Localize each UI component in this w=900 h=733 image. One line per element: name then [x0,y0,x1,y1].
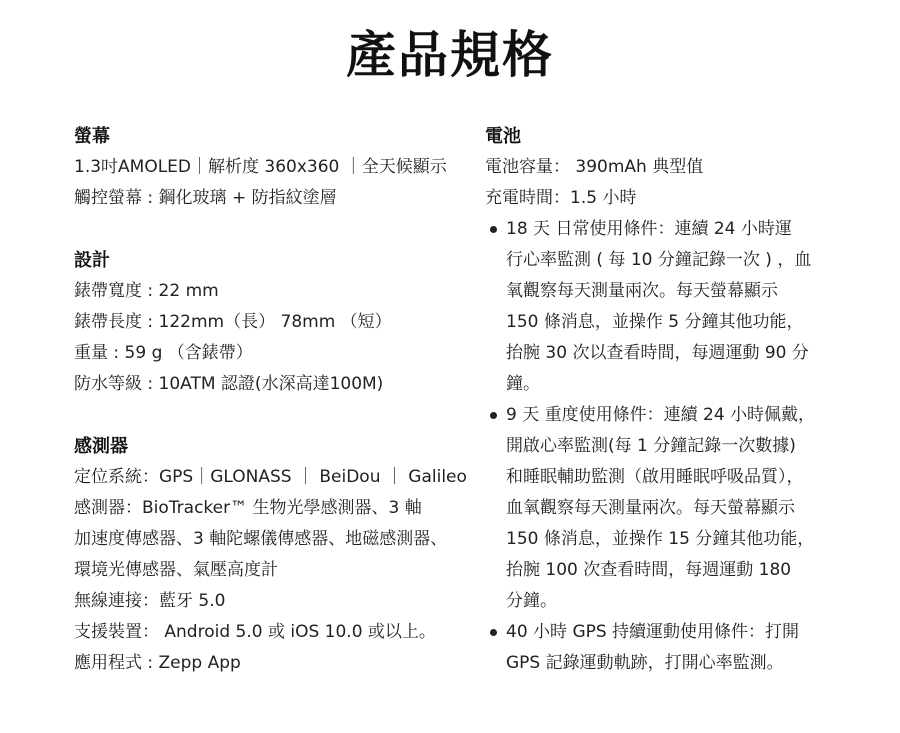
spec-line-positioning: 定位系統：GPS｜GLONASS ｜ BeiDou ｜ Galileo [74,467,467,487]
spec-line-water-resistance: 防水等級 : 10ATM 認證(水深高達100M) [74,374,384,394]
battery-heavy-line: 抬腕 100 次查看時間，每週運動 180 [506,560,792,580]
list-item [485,617,835,679]
spec-line-strap-width: 錶帶寬度 : 22 mm [74,281,219,301]
spec-line-compatibility: 支援裝置： Android 5.0 或 iOS 10.0 或以上。 [74,622,436,642]
battery-life-list [485,214,835,679]
battery-heavy-line: 分鐘。 [506,591,557,611]
specs-left-column [74,121,474,679]
spec-line-app: 應用程式 : Zepp App [74,653,241,673]
list-item [485,400,835,617]
section-heading-design: 設計 [74,250,110,271]
list-item [485,214,835,400]
spec-line-weight: 重量 : 59 g （含錶帶） [74,343,253,363]
battery-typical-line: 抬腕 30 次以查看時間，每週運動 90 分 [506,343,809,363]
battery-heavy-line: 和睡眠輔助監測（啟用睡眠呼吸品質）， [506,467,804,487]
battery-gps-line: 40 小時 GPS 持續運動使用條件：打開 [506,622,800,642]
section-heading-display: 螢幕 [74,126,110,147]
spec-line-sensors-cont: 加速度傳感器、3 軸陀螺儀傳感器、地磁感測器、 [74,529,448,549]
spec-line-strap-length: 錶帶長度 : 122mm（長） 78mm （短） [74,312,392,332]
battery-typical-line: 18 天 日常使用條件：連續 24 小時運 [506,219,792,239]
spec-line-touchscreen: 觸控螢幕 : 鋼化玻璃 + 防指紋塗層 [74,188,337,208]
spec-line-screen: 1.3吋AMOLED｜解析度 360x360 ｜全天候顯示 [74,157,447,177]
battery-typical-line: 行心率監測 ( 每 10 分鐘記錄一次 ) ，血 [506,250,812,270]
battery-heavy-line: 9 天 重度使用條件：連續 24 小時佩戴， [506,405,816,425]
battery-heavy-line: 血氧觀察每天測量兩次。每天螢幕顯示 [506,498,795,518]
spec-line-sensors-cont-2: 環境光傳感器、氣壓高度計 [74,560,278,580]
bullet-icon [490,412,497,419]
specs-right-column [485,121,835,679]
battery-typical-line: 氧觀察每天測量兩次。每天螢幕顯示 [506,281,778,301]
battery-heavy-line: 開啟心率監測(每 1 分鐘記錄一次數據) [506,436,796,456]
spec-line-sensors: 感測器：BioTracker™ 生物光學感測器、3 軸 [74,498,422,518]
battery-typical-line: 150 條消息，並操作 5 分鐘其他功能， [506,312,804,332]
battery-typical-line: 鐘。 [506,374,540,394]
battery-heavy-line: 150 條消息，並操作 15 分鐘其他功能， [506,529,815,549]
spec-line-wireless: 無線連接：藍牙 5.0 [74,591,226,611]
spec-line-charging-time: 充電時間：1.5 小時 [485,188,637,208]
bullet-icon [490,629,497,636]
bullet-icon [490,226,497,233]
page-title: 產品規格 [346,26,554,84]
spec-line-battery-capacity: 電池容量： 390mAh 典型值 [485,157,704,177]
battery-gps-line: GPS 記錄運動軌跡，打開心率監測。 [506,653,784,673]
section-heading-battery: 電池 [485,126,521,147]
section-heading-sensors: 感測器 [74,436,128,457]
